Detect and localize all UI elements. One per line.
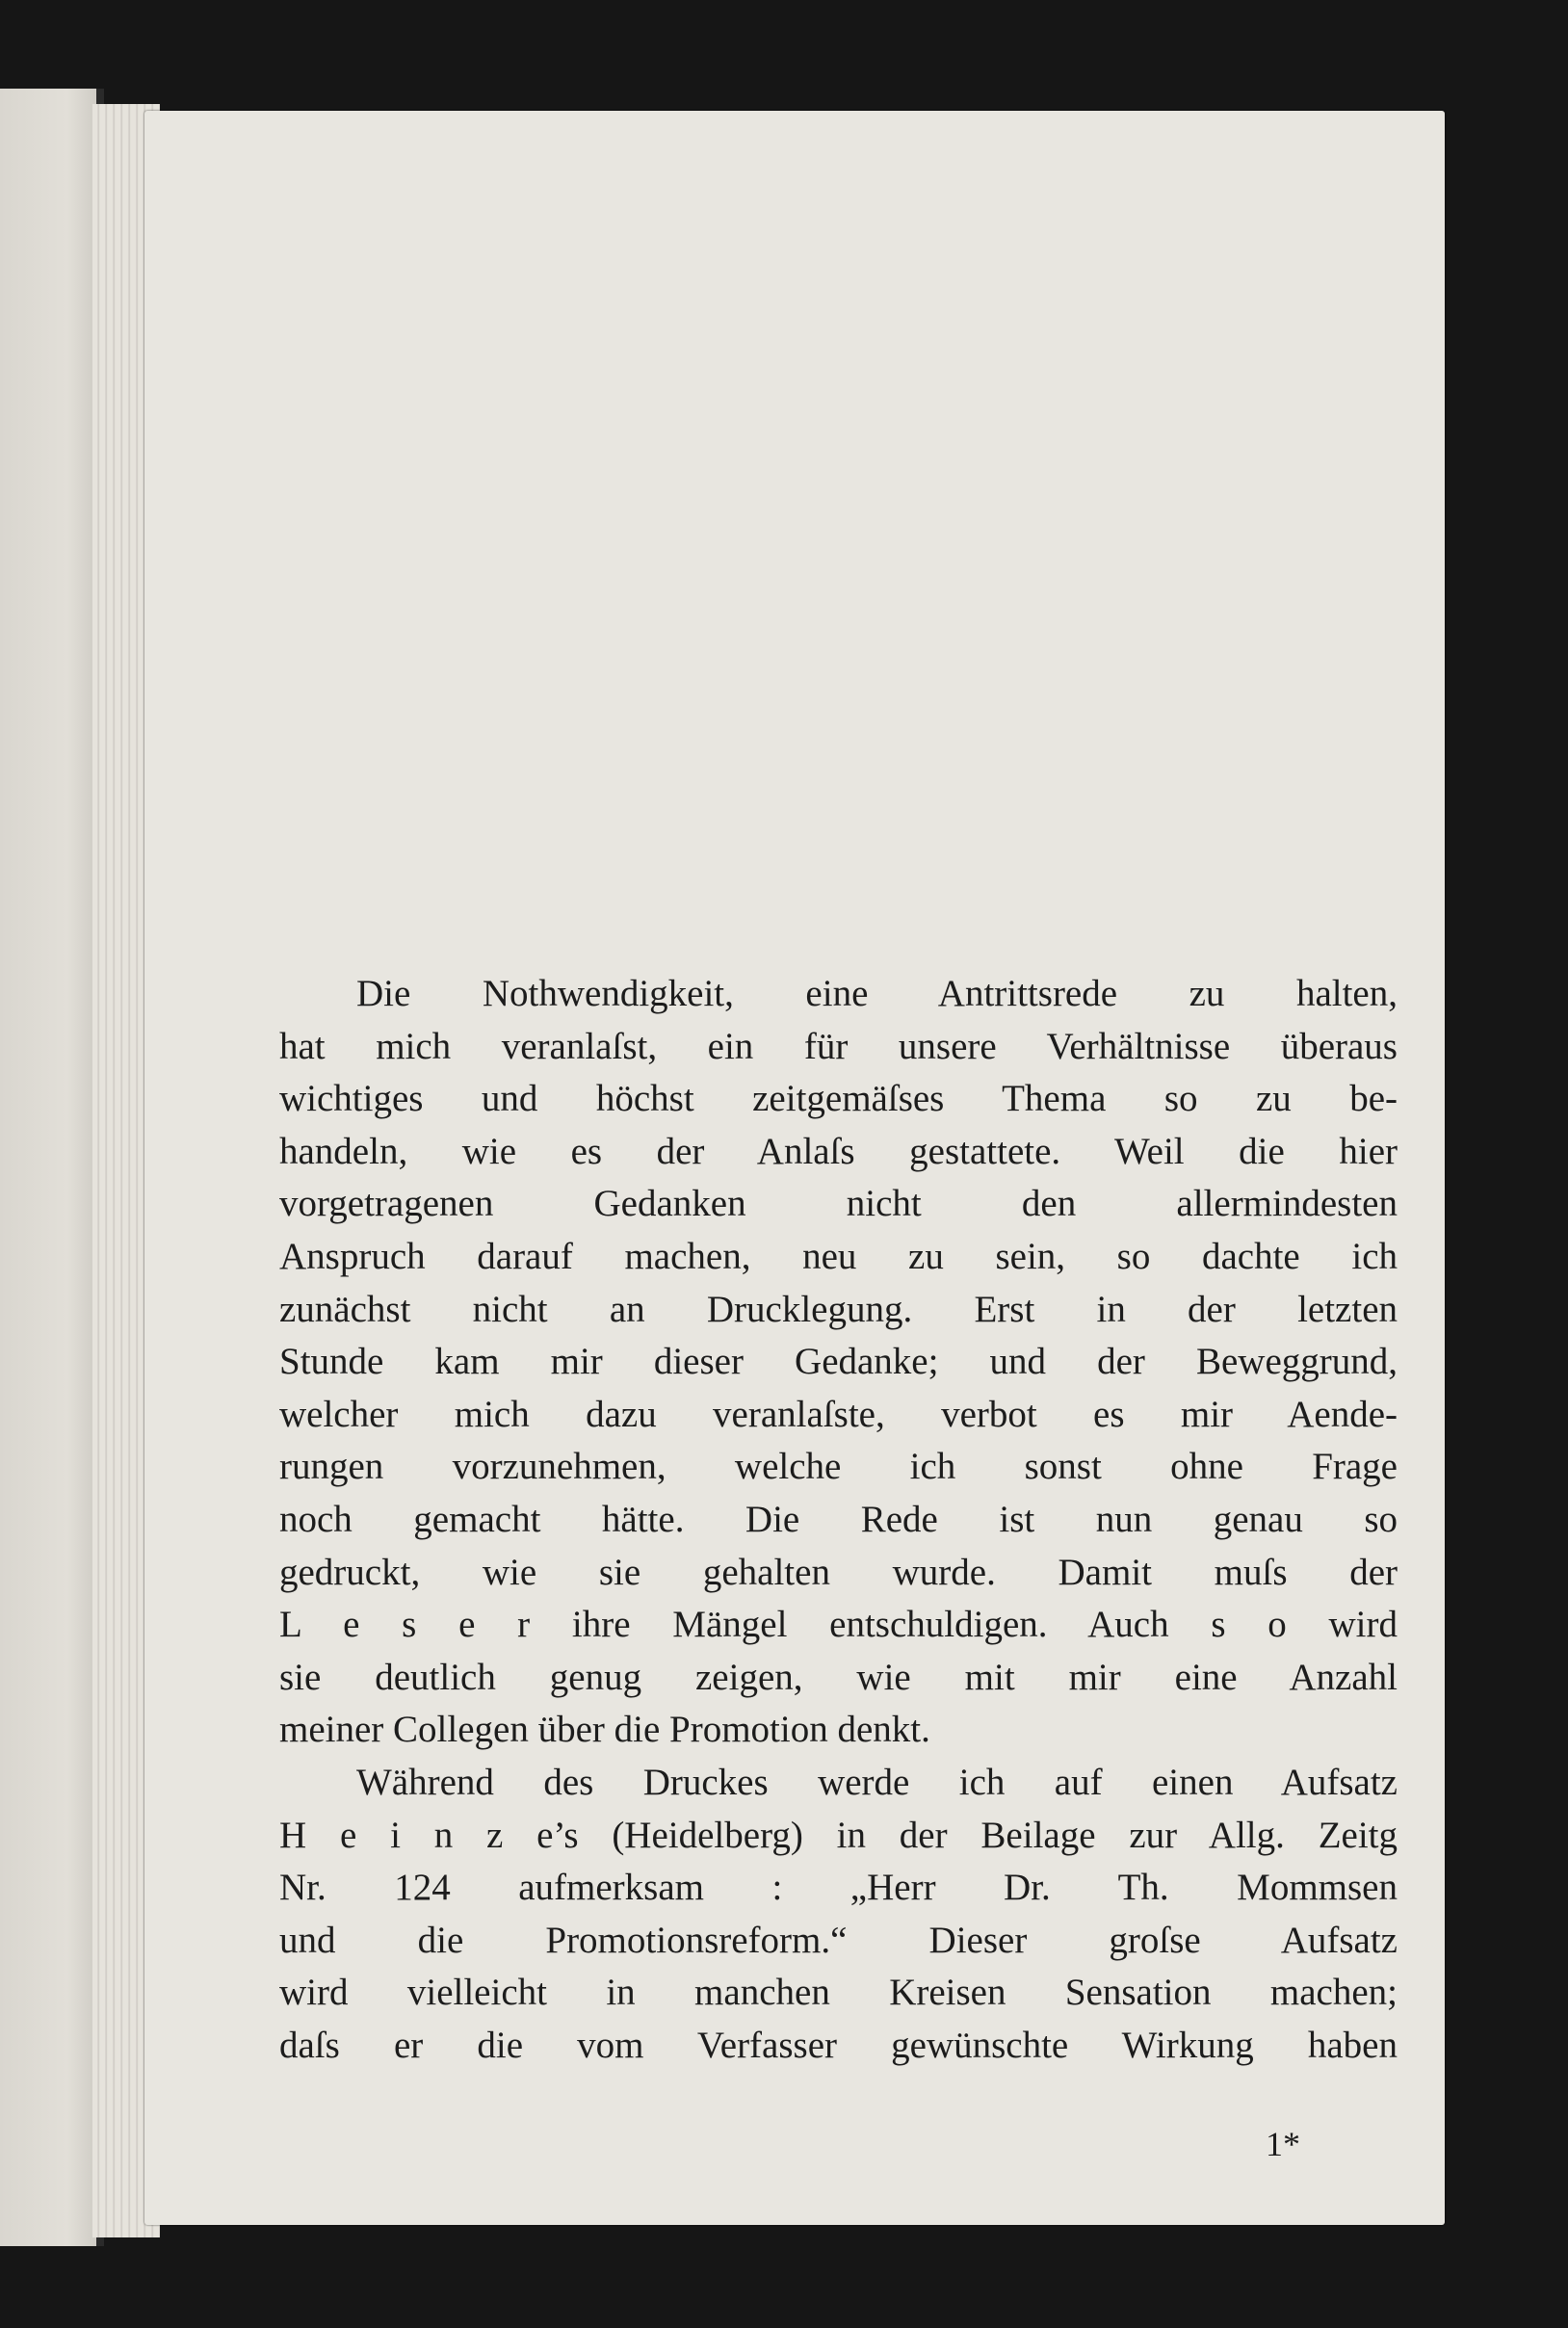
text-line: meiner Collegen über die Promotion denkt. (279, 1709, 930, 1751)
book-page (144, 111, 1445, 2225)
text-line: zunächst nicht an Drucklegung. Erst in der letzten (279, 1288, 1398, 1330)
text-line: H e i n z e’s (Heidelberg) in der Beilage zur Allg. Zeitg (279, 1814, 1398, 1856)
text-line: sie deutlich genug zeigen, wie mit mir eine Anzahl (279, 1656, 1398, 1698)
text-line: Nr. 124 aufmerksam : „Herr Dr. Th. Mommsen (279, 1867, 1398, 1909)
text-line: handeln, wie es der Anlaſs gestattete. Weil die hier (279, 1130, 1398, 1172)
text-line: wichtiges und höchst zeitgemäſses Thema so zu be- (279, 1078, 1398, 1120)
text-line: welcher mich dazu veranlaſste, verbot es mir Aende- (279, 1393, 1398, 1435)
previous-page-edge (0, 89, 96, 2246)
text-line: vorgetragenen Gedanken nicht den allermindesten (279, 1183, 1398, 1225)
text-line: und die Promotionsreform.“ Dieser groſse Aufsatz (279, 1919, 1398, 1961)
text-line: L e s e r ihre Mängel entschuldigen. Auch s o wird (279, 1604, 1398, 1646)
text-line: Während des Druckes werde ich auf einen Aufsatz (356, 1761, 1398, 1803)
text-line: noch gemacht hätte. Die Rede ist nun genau so (279, 1498, 1398, 1540)
text-line: Die Nothwendigkeit, eine Antrittsrede zu halten, (356, 973, 1398, 1014)
text-line: daſs er die vom Verfasser gewünschte Wirkung haben (279, 2024, 1398, 2066)
paragraph-2 (279, 1757, 1398, 2073)
text-line: Anspruch darauf machen, neu zu sein, so dachte ich (279, 1235, 1398, 1277)
text-line: wird vielleicht in manchen Kreisen Sensation machen; (279, 1972, 1398, 2014)
text-line: Stunde kam mir dieser Gedanke; und der Beweggrund, (279, 1341, 1398, 1383)
page-number: 1* (1266, 2125, 1300, 2163)
text-line: rungen vorzunehmen, welche ich sonst ohne Frage (279, 1446, 1398, 1488)
paragraph-1 (279, 968, 1398, 1757)
text-line: gedruckt, wie sie gehalten wurde. Damit muſs der (279, 1551, 1398, 1593)
body-text (279, 968, 1398, 2072)
text-line: hat mich veranlaſst, ein für unsere Verhältnisse überaus (279, 1025, 1398, 1067)
